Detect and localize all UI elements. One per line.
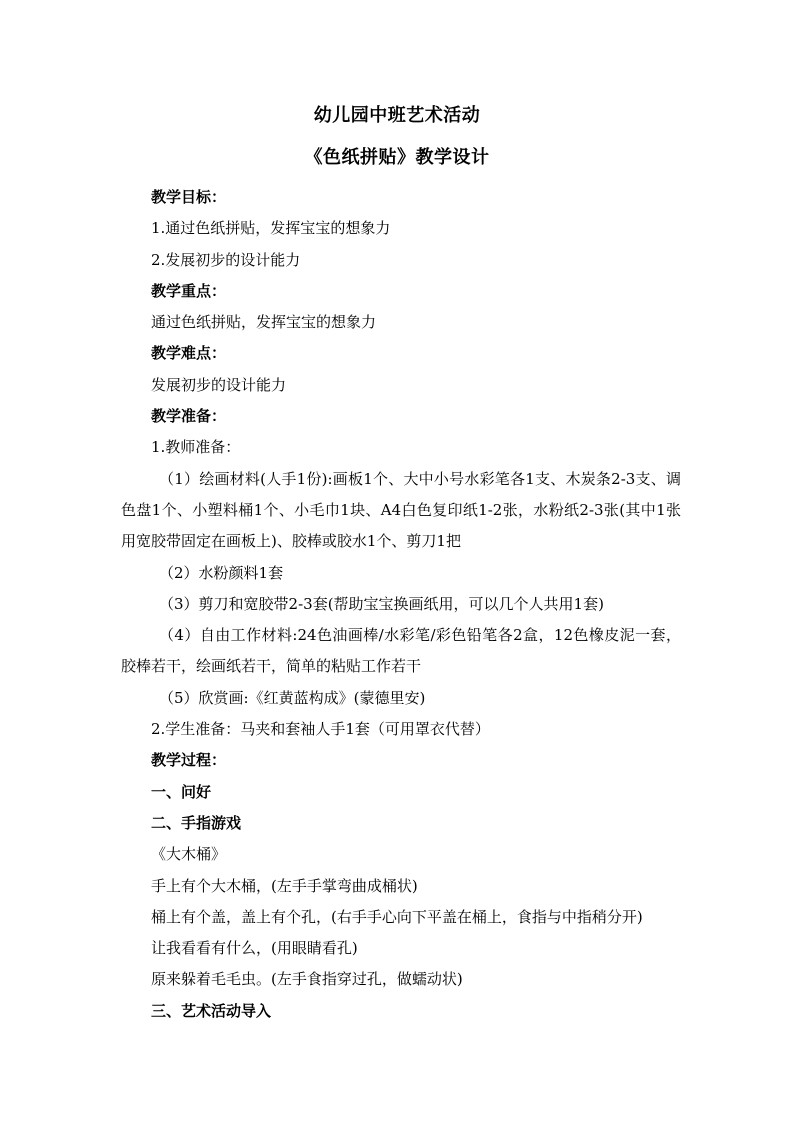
document-subtitle: 《色纸拼贴》教学设计: [304, 147, 490, 168]
goal-item-1: 1.通过色纸拼贴，发挥宝宝的想象力: [151, 219, 391, 238]
section-finger-game: 二、手指游戏: [151, 813, 242, 832]
document-title: 幼儿园中班艺术活动: [313, 105, 481, 126]
game-title: 《大木桶》: [151, 845, 227, 864]
teacher-preparation-label: 1.教师准备：: [151, 438, 241, 457]
heading-process: 教学过程：: [151, 751, 227, 770]
heading-teaching-goals: 教学目标：: [151, 188, 227, 206]
game-line-4: 原来躲着毛毛虫。(左手食指穿过孔，做蠕动状): [151, 970, 463, 989]
prep-item-5: （5）欣赏画:《红黄蓝构成》(蒙德里安): [159, 688, 426, 707]
game-line-3: 让我看看有什么，(用眼睛看孔): [151, 939, 358, 958]
game-line-2: 桶上有个盖，盖上有个孔，(右手手心向下平盖在桶上，食指与中指稍分开): [151, 907, 643, 926]
heading-preparation: 教学准备：: [151, 407, 227, 426]
key-point-text: 通过色纸拼贴，发挥宝宝的想象力: [151, 313, 377, 332]
game-line-1: 手上有个大木桶，(左手手掌弯曲成桶状): [151, 876, 418, 895]
student-preparation: 2.学生准备：马夹和套袖人手1套（可用罩衣代替）: [151, 720, 490, 739]
document-body: [121, 182, 681, 1027]
prep-item-1: （1）绘画材料(人手1份):画板1个、大中小号水彩笔各1支、木炭条2-3支、调色盘1个、小塑料桶1个、小毛巾1块、A4白色复印纸1-2张，水粉纸2-3张(其中1张用宽胶带固定在画板上)、胶棒或胶水1个、剪刀1把: [121, 469, 681, 551]
section-art-intro: 三、艺术活动导入: [151, 1001, 272, 1020]
section-greeting: 一、问好: [151, 782, 212, 801]
heading-key-points: 教学重点：: [151, 281, 227, 300]
goal-item-2: 2.发展初步的设计能力: [151, 250, 301, 269]
prep-item-2: （2）水粉颜料1套: [159, 563, 284, 582]
prep-item-3: （3）剪刀和宽胶带2-3套(帮助宝宝换画纸用，可以几个人共用1套): [159, 594, 604, 613]
prep-item-4: （4）自由工作材料:24色油画棒/水彩笔/彩色铅笔各2盒，12色橡皮泥一套，胶棒若干，绘画纸若干，简单的粘贴工作若干: [121, 626, 681, 676]
heading-difficulties: 教学难点：: [151, 344, 227, 363]
difficulty-text: 发展初步的设计能力: [151, 375, 287, 394]
